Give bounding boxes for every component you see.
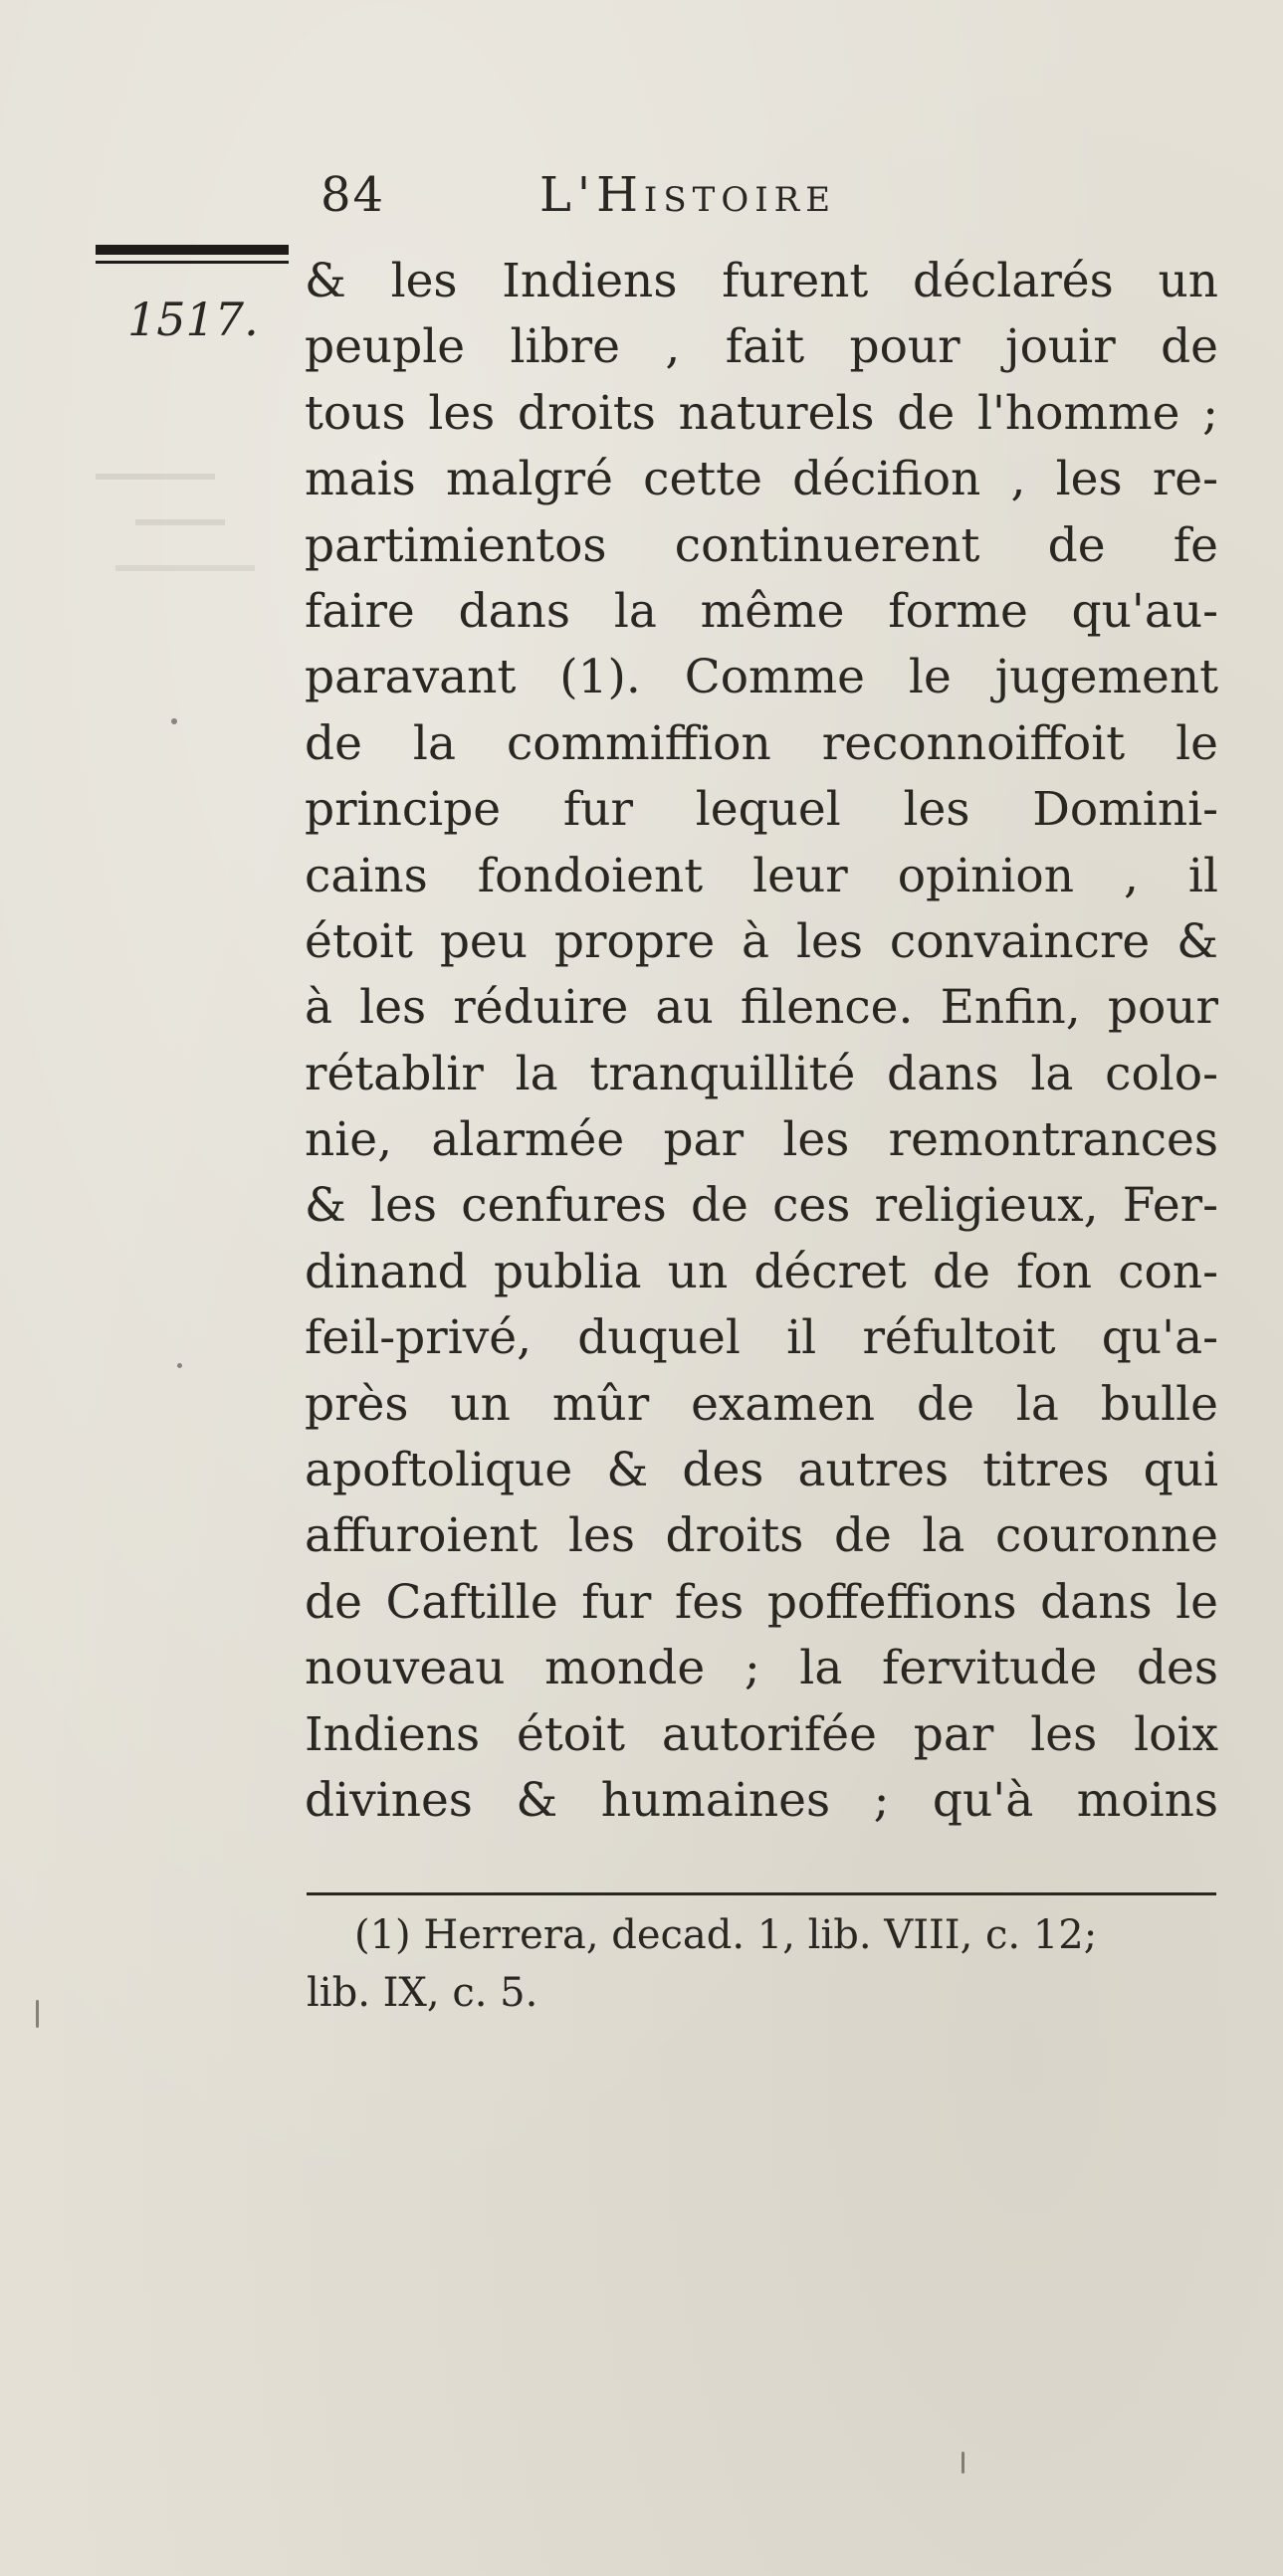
margin-rule-thin [96, 261, 289, 264]
footnote [307, 1906, 1210, 2022]
margin-rule [96, 245, 289, 255]
footnote-line: (1) Herrera, decad. 1, lib. VIII, c. 12; [354, 1912, 1098, 1958]
text-line: divines & humaines ; qu'à moins [305, 1772, 1218, 1828]
text-line: mais malgré cette décifion , les re- [305, 452, 1218, 507]
text-line: étoit peu propre à les convaincre & [305, 913, 1218, 969]
text-line: peuple libre , fait pour jouir de [305, 319, 1218, 375]
paper-speck [171, 718, 177, 724]
footnote-line: lib. IX, c. 5. [307, 1970, 538, 2016]
text-line: de la commiffion reconnoiffoit le [305, 715, 1218, 771]
text-line: nie, alarmée par les remontrances [305, 1112, 1218, 1168]
text-line: feil-privé, duquel il réfultoit qu'a- [305, 1310, 1218, 1366]
text-line: Indiens étoit autorifée par les loix [305, 1706, 1218, 1762]
text-line: près un mûr examen de la bulle [305, 1376, 1218, 1432]
text-line: & les cenfures de ces religieux, Fer- [305, 1178, 1218, 1234]
text-line: à les réduire au filence. Enfin, pour [305, 980, 1218, 1036]
text-line: rétablir la tranquillité dans la colo- [305, 1046, 1218, 1101]
text-line: partimientos continuerent de fe [305, 517, 1218, 573]
paper-speck [962, 2452, 964, 2474]
text-line: cains fondoient leur opinion , il [305, 848, 1218, 903]
text-line: & les Indiens furent déclarés un [305, 254, 1218, 308]
margin-year: 1517. [127, 293, 259, 346]
paper-speck [36, 2000, 39, 2028]
text-line: dinand publia un décret de fon con- [305, 1244, 1218, 1299]
page-number: 84 [321, 167, 386, 223]
text-line: principe fur lequel les Domini- [305, 782, 1218, 838]
text-line: tous les droits naturels de l'homme ; [305, 385, 1218, 441]
body-text [305, 249, 1218, 1834]
text-line: apoftolique & des autres titres qui [305, 1443, 1218, 1498]
text-line: affuroient les droits de la couronne [305, 1508, 1218, 1564]
text-line: nouveau monde ; la fervitude des [305, 1641, 1218, 1696]
text-line: faire dans la même forme qu'au- [305, 583, 1218, 639]
running-head [321, 167, 958, 227]
show-through-marks [96, 398, 255, 756]
text-line: de Caftille fur fes poffeffions dans le [305, 1574, 1218, 1630]
text-line: paravant (1). Comme le jugement [305, 650, 1218, 705]
paper-speck [177, 1363, 182, 1368]
running-title: L'Histoire [539, 167, 837, 223]
footnote-rule [307, 1892, 1216, 1895]
